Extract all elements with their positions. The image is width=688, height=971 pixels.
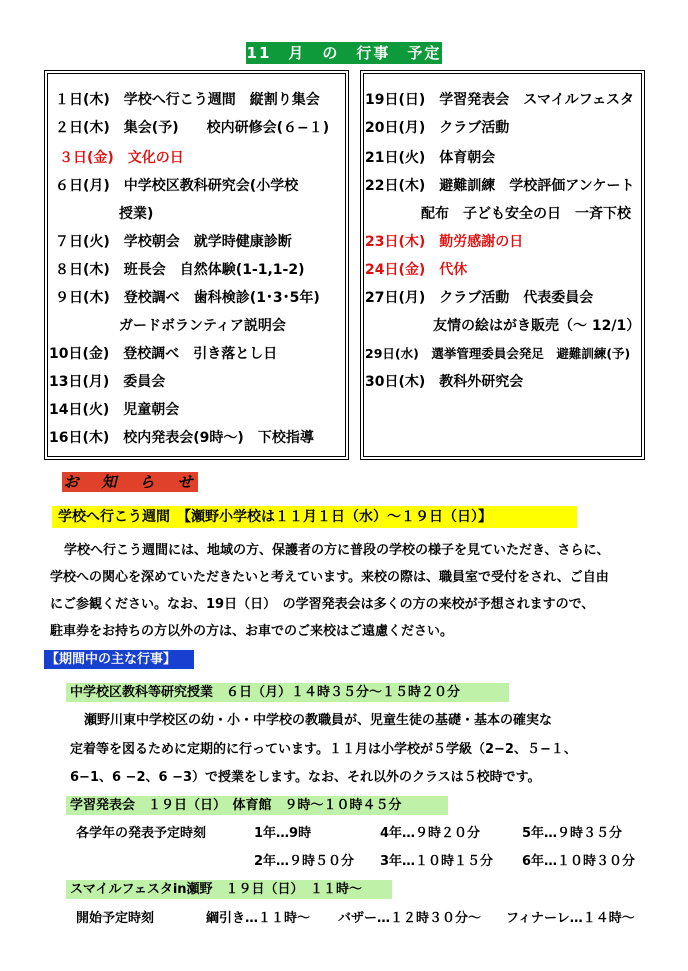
event-item: 27日(月) クラブ活動 代表委員会 bbox=[365, 290, 594, 306]
festa-time: フィナーレ…１４時〜 bbox=[506, 911, 635, 926]
event-item-continued: ガードボランティア説明会 bbox=[119, 318, 286, 334]
grade-time: 4年…９時２０分 bbox=[380, 826, 481, 841]
school-visit-week-banner: 学校へ行こう週間 【瀬野小学校は１１月１日（水）〜１９日（日）】 bbox=[52, 506, 577, 528]
schedule-box-left bbox=[44, 70, 349, 460]
event-item: １日(木) 学校へ行こう週間 縦割り集会 bbox=[55, 92, 320, 108]
event-item-continued: 配布 子ども安全の日 一斉下校 bbox=[421, 206, 631, 222]
event-item: ８日(木) 班長会 自然体験(1-1,1-2) bbox=[55, 262, 305, 278]
notice-heading: お 知 ら せ bbox=[63, 473, 197, 491]
notice-paragraph-line: 駐車券をお持ちの方以外の方は、お車でのご来校はご遠慮ください。 bbox=[50, 624, 454, 639]
grade-time: 5年…９時３５分 bbox=[522, 826, 623, 841]
event-item-continued: 授業) bbox=[119, 206, 154, 222]
event-item: ６日(月) 中学校区教科研究会(小学校 bbox=[55, 178, 299, 194]
page-title: 11 月 の 行事 予定 bbox=[246, 44, 442, 62]
event-item: 19日(日) 学習発表会 スマイルフェスタ bbox=[365, 92, 635, 108]
event-item-holiday: ３日(金) 文化の日 bbox=[59, 150, 184, 166]
notice-paragraph-line: にご参観ください。なお、19日（日） の学習発表会は多くの方の来校が予想されますので、 bbox=[50, 597, 595, 612]
event-description-line: 6−1、6 −2、6 −3）で授業をします。なお、それ以外のクラスは５校時です。 bbox=[70, 770, 541, 785]
festa-time: バザー…１２時３０分〜 bbox=[338, 911, 482, 926]
grade-time: 3年…１０時１５分 bbox=[380, 854, 494, 869]
event-item: ７日(火) 学校朝会 就学時健康診断 bbox=[55, 234, 292, 250]
event-item: 20日(月) クラブ活動 bbox=[365, 120, 510, 136]
event-item: 13日(月) 委員会 bbox=[49, 374, 166, 390]
event-heading-smile-festa: スマイルフェスタin瀬野 １９日（日） １１時〜 bbox=[66, 880, 392, 899]
event-description-line: 定着等を図るために定期的に行っています。１１月は小学校が５学級（2−2、５−１、 bbox=[70, 742, 577, 757]
schedule-label: 開始予定時刻 bbox=[76, 911, 155, 926]
grade-time: 6年…１０時３０分 bbox=[522, 854, 636, 869]
grade-time: 2年…９時５０分 bbox=[254, 854, 355, 869]
event-item-holiday: 23日(木) 勤労感謝の日 bbox=[365, 234, 524, 250]
notice-paragraph-line: 学校へ行こう週間には、地域の方、保護者の方に普段の学校の様子を見ていただき、さらに、 bbox=[64, 543, 610, 558]
event-item: 14日(火) 児童朝会 bbox=[49, 402, 180, 418]
event-heading-recital: 学習発表会 １９日（日） 体育館 ９時〜１０時４５分 bbox=[66, 796, 448, 815]
event-item-continued: 友情の絵はがき販売（〜 12/1） bbox=[433, 318, 641, 334]
event-item: ２日(木) 集会(予) 校内研修会(６−１) bbox=[55, 120, 330, 136]
event-item: ９日(木) 登校調べ 歯科検診(1･3･5年) bbox=[55, 290, 320, 306]
event-item: 30日(木) 教科外研究会 bbox=[365, 374, 524, 390]
notice-paragraph-line: 学校への関心を深めていただきたいと考えています。来校の際は、職員室で受付をされ、ご自由 bbox=[50, 570, 609, 585]
event-description-line: 瀬野川東中学校区の幼・小・中学校の教職員が、児童生徒の基礎・基本の確実な bbox=[84, 713, 553, 728]
event-item-holiday: 24日(金) 代休 bbox=[365, 262, 468, 278]
event-item: 29日(水) 選挙管理委員会発足 避難訓練(予) bbox=[365, 346, 631, 361]
event-item: 16日(木) 校内発表会(9時〜) 下校指導 bbox=[49, 430, 314, 446]
event-item: 22日(木) 避難訓練 学校評価アンケート bbox=[365, 178, 635, 194]
schedule-box-right bbox=[360, 70, 645, 460]
event-item: 10日(金) 登校調べ 引き落とし日 bbox=[49, 346, 278, 362]
schedule-label: 各学年の発表予定時刻 bbox=[76, 826, 207, 841]
grade-time: 1年…9時 bbox=[254, 826, 312, 841]
event-heading-research-class: 中学校区教科等研究授業 ６日（月）１４時３５分〜１５時２０分 bbox=[66, 683, 509, 702]
festa-time: 綱引き…１１時〜 bbox=[206, 911, 311, 926]
period-events-heading: 【期間中の主な行事】 bbox=[44, 650, 194, 669]
event-item: 21日(火) 体育朝会 bbox=[365, 150, 496, 166]
